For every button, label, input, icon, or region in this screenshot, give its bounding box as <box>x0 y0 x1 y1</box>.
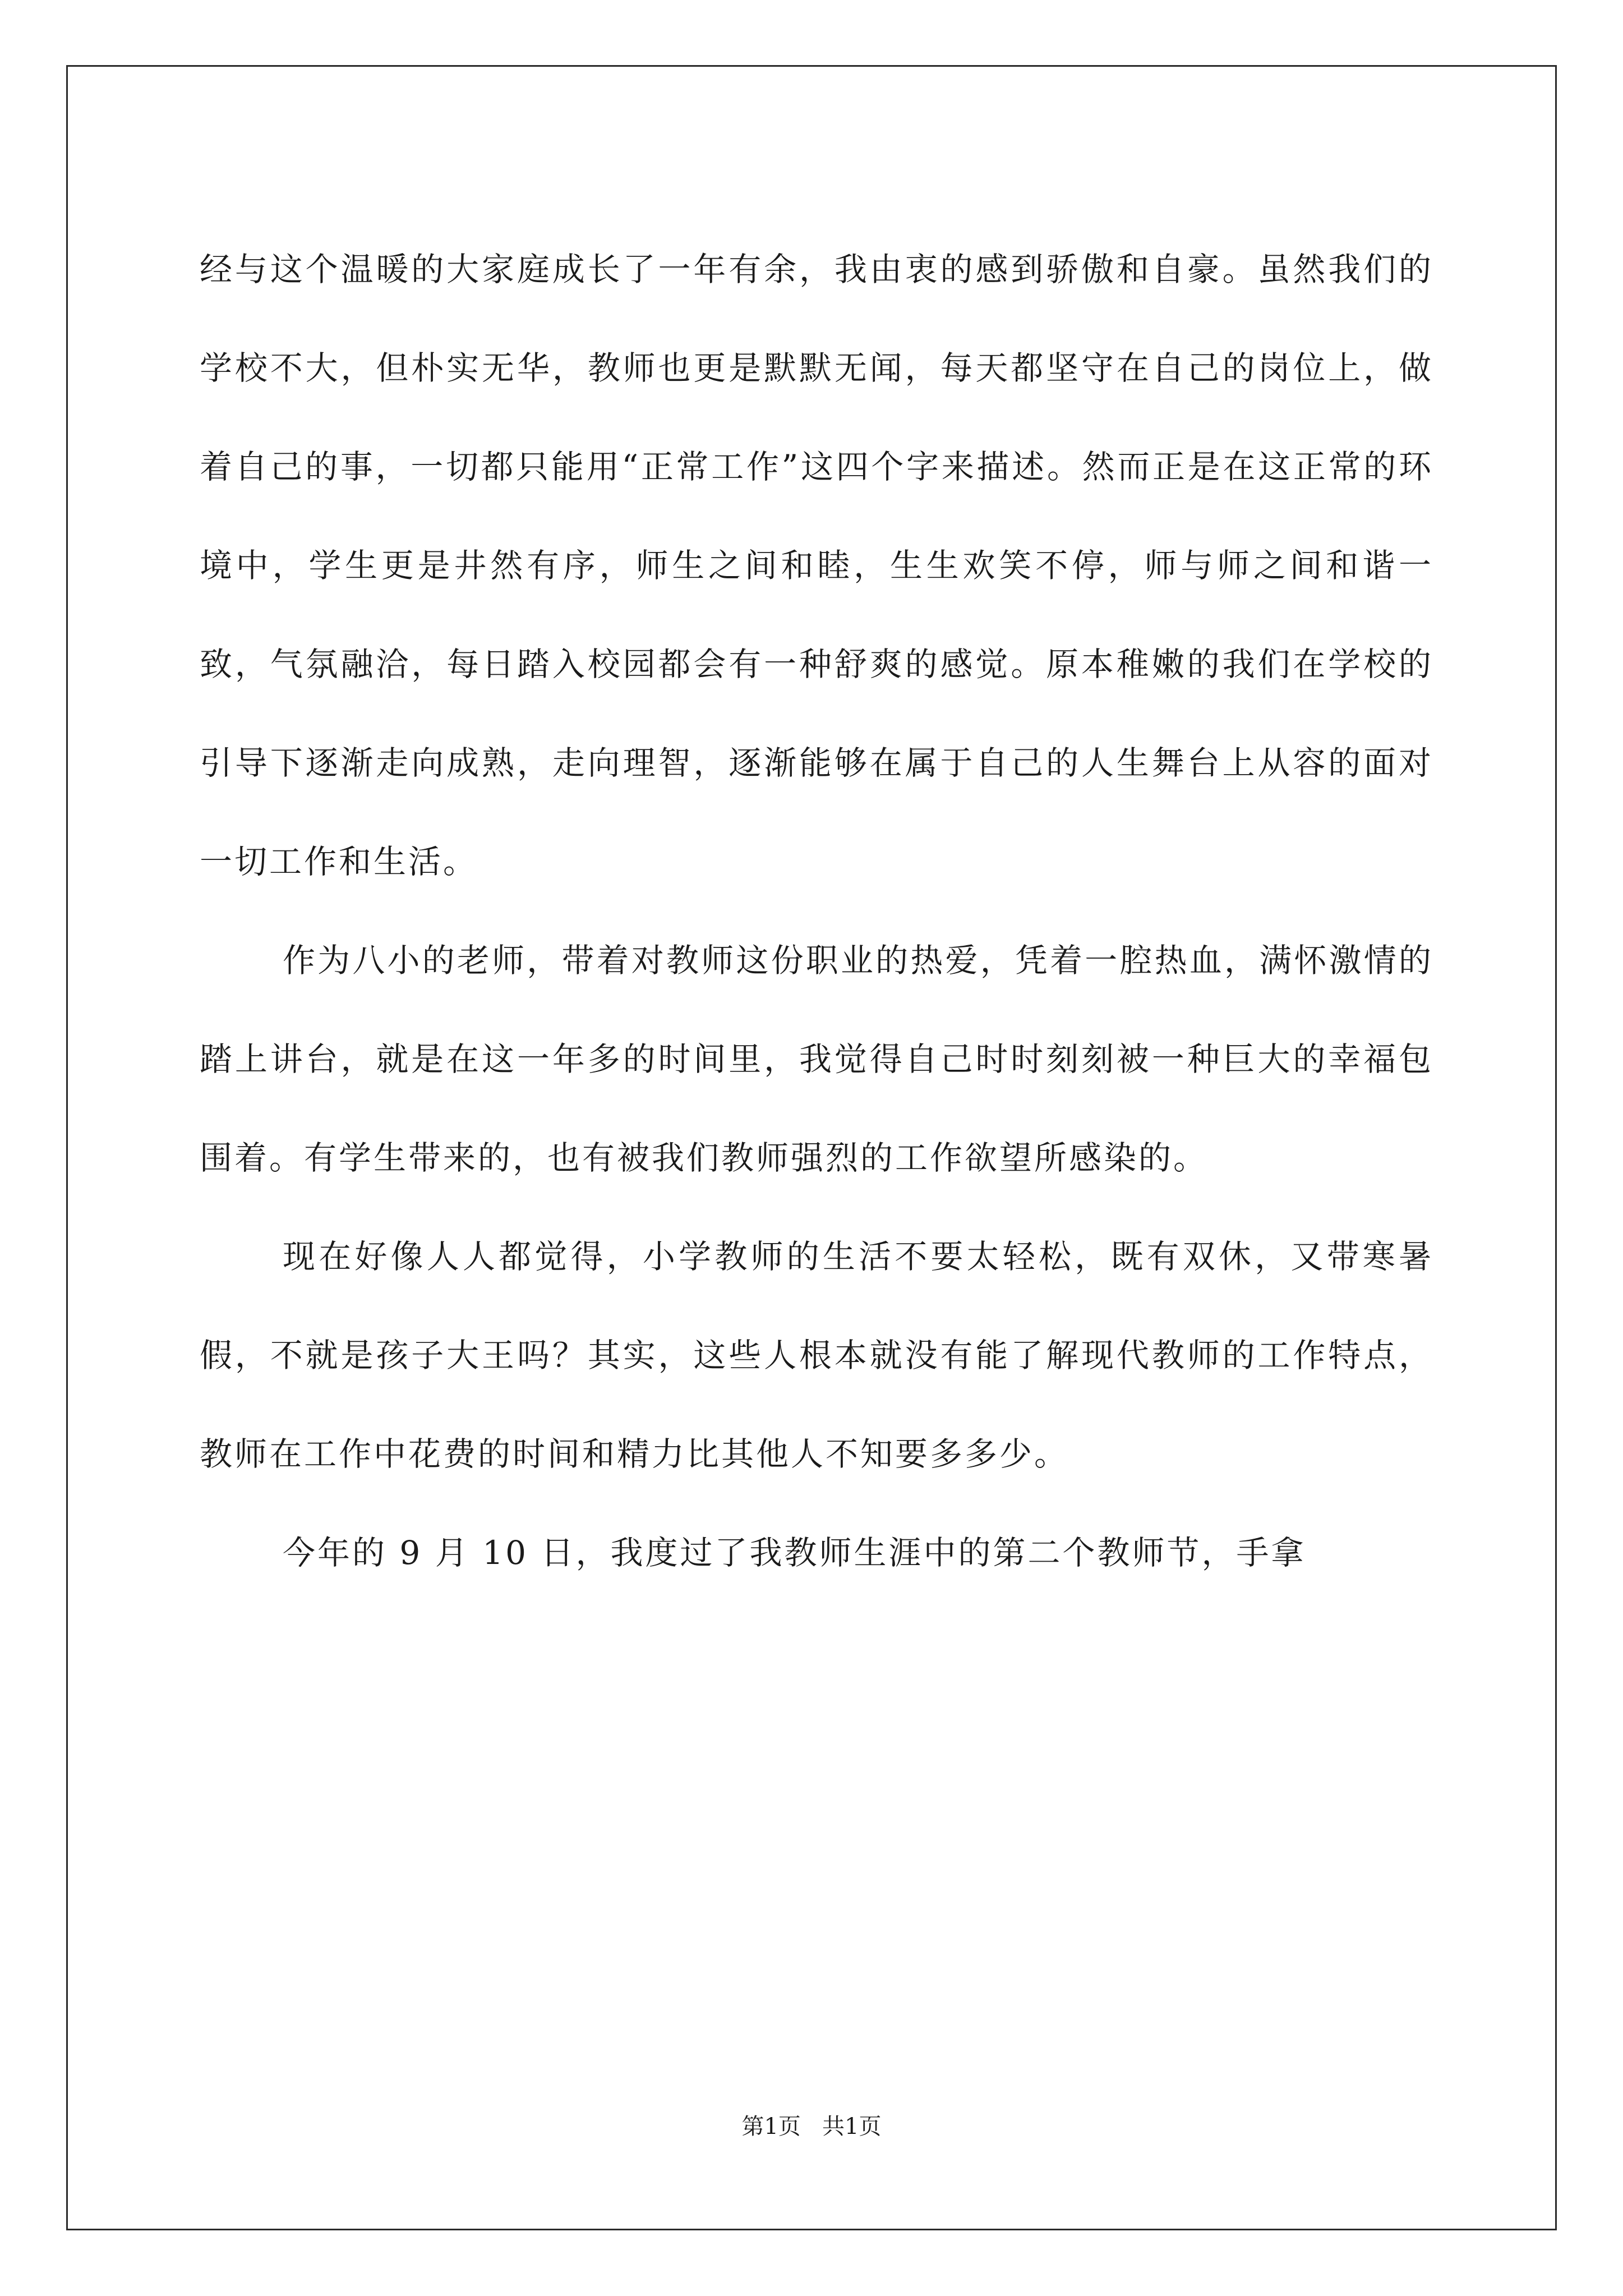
paragraph-2: 作为八小的老师，带着对教师这份职业的热爱，凭着一腔热血，满怀激情的踏上讲台，就是在这一年多的时间里，我觉得自己时时刻刻被一种巨大的幸福包围着。有学生带来的，也有被我们教师强烈的工作欲望所感染的。 <box>200 941 1433 1177</box>
document-body <box>200 220 1433 1602</box>
page-number-footer: 第1页 共1页 <box>741 2114 882 2139</box>
paragraph-4: 今年的 9 月 10 日，我度过了我教师生涯中的第二个教师节，手拿 <box>283 1534 1306 1572</box>
paragraph-3: 现在好像人人都觉得，小学教师的生活不要太轻松，既有双休，又带寒暑假，不就是孩子大王吗？其实，这些人根本就没有能了解现代教师的工作特点，教师在工作中花费的时间和精力比其他人不知要多多少。 <box>200 1237 1433 1473</box>
paragraph-1: 经与这个温暖的大家庭成长了一年有余，我由衷的感到骄傲和自豪。虽然我们的学校不大，但朴实无华，教师也更是默默无闻，每天都坚守在自己的岗位上，做着自己的事，一切都只能用“正常工作”这四个字来描述。然而正是在这正常的环境中，学生更是井然有序，师生之间和睦，生生欢笑不停，师与师之间和谐一致，气氛融洽，每日踏入校园都会有一种舒爽的感觉。原本稚嫩的我们在学校的引导下逐渐走向成熟，走向理智，逐渐能够在属于自己的人生舞台上从容的面对一切工作和生活。 <box>200 250 1433 881</box>
